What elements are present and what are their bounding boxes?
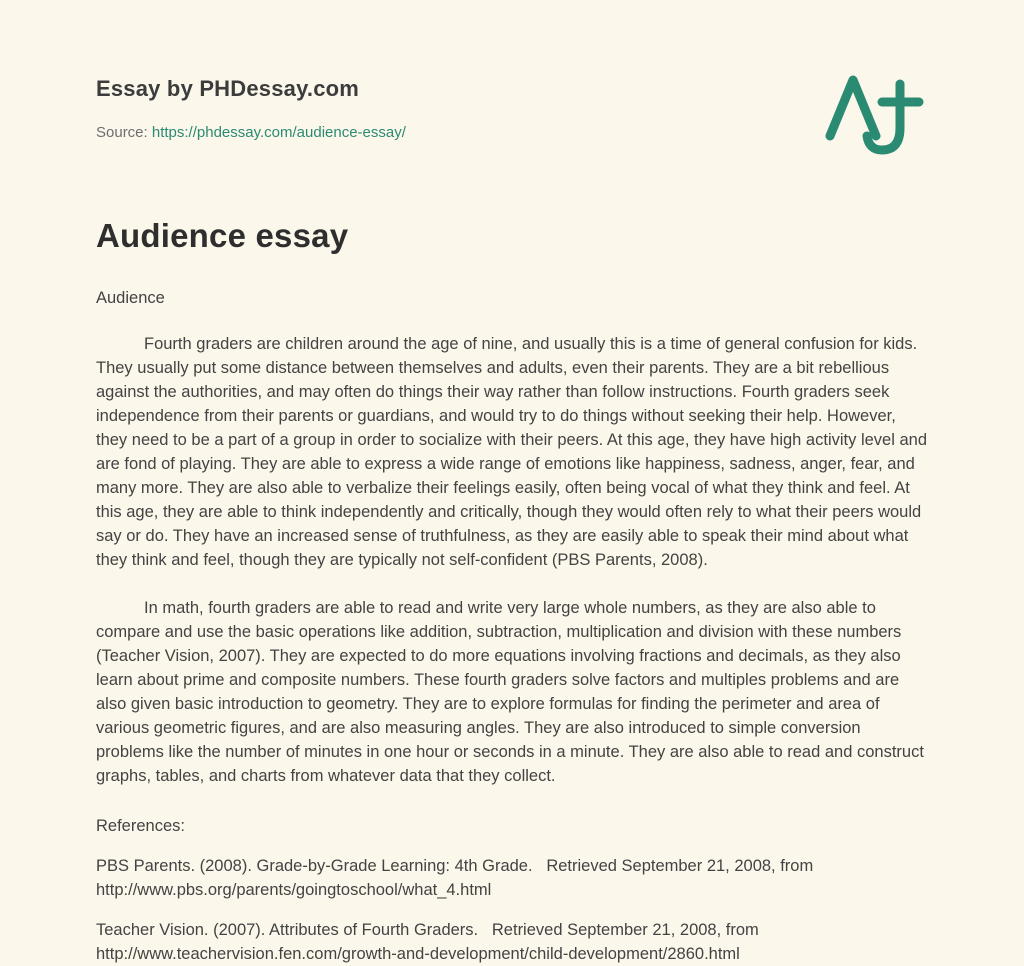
phdessay-a-plus-logo-icon xyxy=(820,70,930,162)
essay-title: Audience essay xyxy=(96,217,349,254)
reference-item-2: Teacher Vision. (2007). Attributes of Fourth Graders. Retrieved September 21, 2008, from http://www.teachervision.fen.com/growth-and-development/child-development/2860.html xyxy=(96,921,764,963)
source-line xyxy=(96,124,928,141)
site-header-title: Essay by PHDessay.com xyxy=(96,76,360,101)
essay-paragraph-2: In math, fourth graders are able to read and write very large whole numbers, as they are also able to compare and use the basic operations like addition, subtraction, multiplication and division with these numbers (Teacher Vision, 2007). They are expected to do more equations involving fractions and decimals, as they also learn about prime and composite numbers. These fourth graders solve factors and multiples problems and are also given basic introduction to geometry. They are to explore formulas for finding the perimeter and area of various geometric figures, and are also measuring angles. They are also introduced to simple conversion problems like the number of minutes in one hour or seconds in a minute. They are also able to read and construct graphs, tables, and charts from whatever data that they collect. xyxy=(96,599,924,785)
source-label: Source: xyxy=(96,124,148,141)
essay-paragraph-1: Fourth graders are children around the age of nine, and usually this is a time of general confusion for kids. They usually put some distance between themselves and adults, even their parents. They are a bit rebellious against the authorities, and may often do things their way rather than follow instructions. Fourth graders seek independence from their parents or guardians, and would try to do things without seeking their help. However, they need to be a part of a group in order to socialize with their peers. At this age, they have high activity level and are fond of playing. They are able to express a wide range of emotions like happiness, sadness, anger, fear, and many more. They are also able to verbalize their feelings easily, often being vocal of what they think and feel. At this age, they are able to think independently and critically, though they would often rely to what their peers would say or do. They have an increased sense of truthfulness, as they are easily able to speak their mind about what they think and feel, though they are typically not self-confident (PBS Parents, 2008). xyxy=(96,335,927,569)
references-label: References: xyxy=(96,817,185,835)
essay-section-heading: Audience xyxy=(96,289,165,307)
reference-item-1: PBS Parents. (2008). Grade-by-Grade Learning: 4th Grade. Retrieved September 21, 2008, from http://www.pbs.org/parents/goingtoschool/what_4.html xyxy=(96,857,818,899)
source-url-link[interactable]: https://phdessay.com/audience-essay/ xyxy=(151,124,406,141)
